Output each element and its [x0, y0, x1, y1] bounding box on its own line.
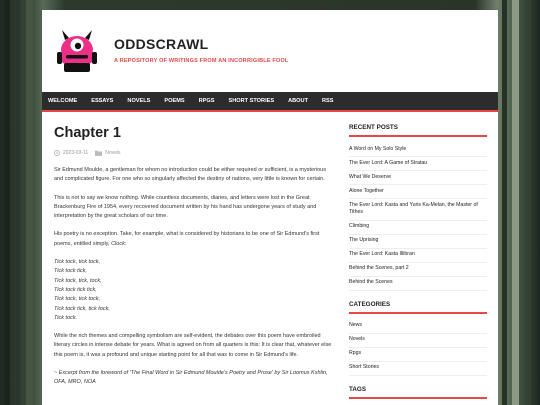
nav-item-novels[interactable]: NOVELS — [127, 98, 151, 104]
paragraph-debate: While the rich themes and compelling symbolism are self-evident, the debates over this poem have embroiled literary circles in intense debate for years. What is agreed on from all quarters is this: It is clear that, whatever else this poem is, it was a profound and unique starting point for all that was to come in Sir Edmund's life. — [54, 333, 332, 358]
poem-line: Tick tock tick tick, — [54, 286, 97, 293]
categories-widget — [349, 301, 487, 376]
recent-post-link[interactable]: Behind the Scenes, part 2 — [349, 263, 487, 277]
paragraph-poetry-end: : — [124, 240, 127, 247]
recent-post-link[interactable]: The Uprising — [349, 235, 487, 249]
tags-widget — [349, 386, 487, 399]
recent-post-link[interactable]: A Word on My Solo Style — [349, 143, 487, 157]
post-content — [54, 124, 336, 397]
paragraph-poetry — [54, 230, 336, 249]
paragraph-intro: Sir Edmund Moulde, a gentleman for whom no introduction could be either required or sufficient, is a mysterious and complicated figure. For one who so singularly affected the destiny of nations, very little is known for certain. — [54, 167, 326, 183]
category-link-novels[interactable]: Novels — [349, 334, 487, 348]
paragraph-documents: This is not to say we know nothing. While countless documents, diaries, and letters were lost in the Great Brackenburg Fire of 1954, every recovered document written by his hand has undergone years of study and interpretation by the great scholars of our time. — [54, 194, 317, 220]
page-container — [42, 10, 498, 405]
recent-post-link[interactable]: Alone Together — [349, 185, 487, 199]
recent-post-link[interactable]: The Ever Lord: A Game of Stratau — [349, 157, 487, 171]
post-date[interactable]: 2023-03-11 — [63, 150, 89, 156]
recent-posts-heading: RECENT POSTS — [349, 124, 487, 137]
tags-heading: TAGS — [349, 386, 487, 399]
site-title[interactable]: ODDSCRAWL — [114, 36, 209, 52]
post-body — [54, 166, 336, 388]
poem-line: Tick tock, tick, tock, — [54, 277, 102, 284]
recent-post-link[interactable]: The Ever Lord: Kasta and Yuris Ka-Melan, the Master of Tithes — [349, 199, 487, 221]
foreword-citation: ~ Excerpt from the foreword of 'The Final Word in Sir Edmund Moulde's Poetry and Prose' by Sir Loomus Kshlin, OFA, MRO, NOA — [54, 370, 328, 386]
poem-line: Tick tock, tick tock, — [54, 296, 101, 303]
nav-item-short-stories[interactable]: SHORT STORIES — [228, 98, 275, 104]
site-header — [42, 10, 498, 92]
poem-title: Clock — [111, 240, 125, 247]
site-tagline: A REPOSITORY OF WRITINGS FROM AN INCORRIGIBLE FOOL — [114, 58, 289, 64]
categories-list — [349, 320, 487, 376]
pink-monster-icon[interactable] — [54, 28, 100, 74]
sidebar — [349, 124, 487, 405]
recent-post-link[interactable]: The Ever Lord: Kasta Illibran — [349, 249, 487, 263]
poem-line: Tick tock tick, — [54, 268, 87, 275]
poem-line: Tick tock tick, tick tock, — [54, 305, 110, 312]
recent-posts-list — [349, 143, 487, 291]
nav-item-poems[interactable]: POEMS — [164, 98, 185, 104]
recent-posts-widget — [349, 124, 487, 291]
category-link-rpgs[interactable]: Rpgs — [349, 348, 487, 362]
nav-item-welcome[interactable]: WELCOME — [48, 98, 78, 104]
post-category-link[interactable]: Novels — [105, 150, 121, 156]
category-link-news[interactable]: News — [349, 320, 487, 334]
nav-item-rpgs[interactable]: RPGS — [198, 98, 215, 104]
main-navigation — [42, 92, 498, 112]
paragraph-poetry-text: His poetry is no exception. Take, for example, what is considered by historians to be one of Sir Edmund's first poems, entitled simply, — [54, 231, 320, 247]
recent-post-link[interactable]: Climbing — [349, 221, 487, 235]
categories-heading: CATEGORIES — [349, 301, 487, 314]
post-title: Chapter 1 — [54, 125, 121, 141]
clock-icon — [54, 150, 60, 156]
poem-line: Tick tock, tick tock, — [54, 259, 101, 266]
post-meta — [54, 150, 336, 156]
folder-icon — [95, 150, 102, 156]
recent-post-link[interactable]: Behind the Scenes — [349, 277, 487, 291]
poem-clock — [54, 258, 336, 323]
nav-item-rss[interactable]: RSS — [321, 98, 334, 104]
poem-line: Tick tock. — [54, 314, 78, 321]
nav-item-essays[interactable]: ESSAYS — [91, 98, 114, 104]
nav-item-about[interactable]: ABOUT — [288, 98, 308, 104]
category-link-short-stories[interactable]: Short Stories — [349, 362, 487, 376]
recent-post-link[interactable]: What We Deserve — [349, 171, 487, 185]
